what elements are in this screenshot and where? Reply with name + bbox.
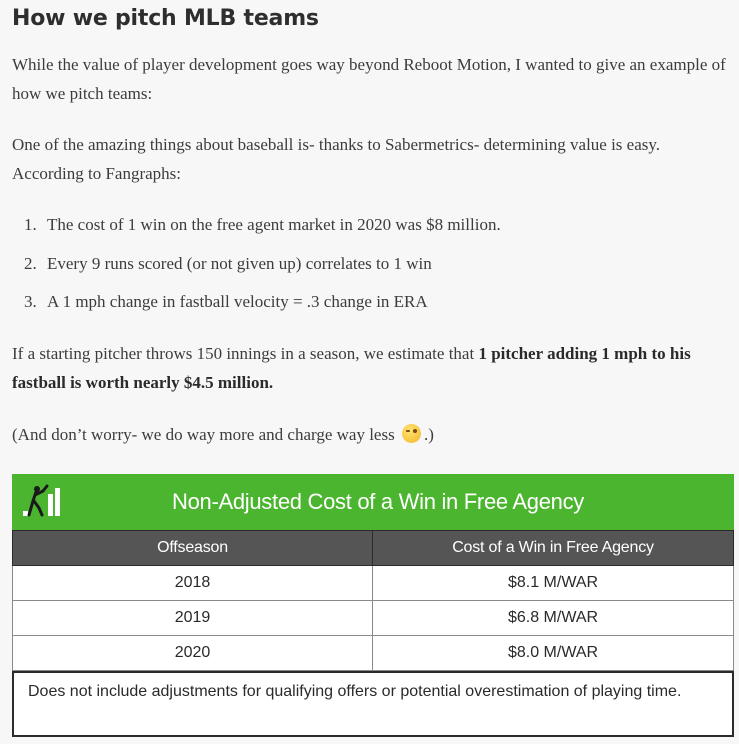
intro-paragraph: While the value of player development goes way beyond Reboot Motion, I wanted to give an example of how we pitch teams: — [12, 55, 726, 103]
facts-list — [24, 210, 724, 326]
column-header-cost: Cost of a Win in Free Agency — [373, 531, 734, 566]
cost-cell: $8.1 M/WAR — [373, 566, 734, 601]
section-heading: How we pitch MLB teams — [12, 6, 319, 31]
offseason-cell: 2018 — [13, 566, 373, 601]
aside-paragraph — [12, 420, 732, 449]
list-number: 3. — [24, 292, 37, 311]
table-banner — [12, 474, 734, 530]
list-number: 1. — [24, 215, 37, 234]
list-item-text: A 1 mph change in fastball velocity = .3 change in ERA — [47, 292, 428, 311]
offseason-cell: 2020 — [13, 636, 373, 671]
list-item — [24, 287, 724, 326]
table-footnote: Does not include adjustments for qualifying offers or potential overestimation of playing time. — [12, 671, 734, 737]
table-title: Non-Adjusted Cost of a Win in Free Agency — [171, 489, 585, 514]
table-row — [13, 566, 734, 601]
list-item — [24, 249, 724, 288]
cost-table — [12, 530, 734, 671]
wink-face-emoji-icon — [402, 424, 421, 443]
table-row — [13, 636, 734, 671]
cost-cell: $6.8 M/WAR — [373, 601, 734, 636]
list-item-text: Every 9 runs scored (or not given up) correlates to 1 win — [47, 253, 432, 273]
aside-closing: .) — [423, 425, 434, 444]
fangraphs-logo-icon — [21, 484, 65, 518]
list-item — [24, 210, 724, 249]
list-number: 2. — [24, 253, 37, 273]
estimate-paragraph — [12, 339, 732, 397]
column-header-offseason: Offseason — [13, 531, 373, 566]
sabermetrics-paragraph: One of the amazing things about baseball is- thanks to Sabermetrics- determining value is easy. According to Fangraphs: — [12, 135, 661, 183]
aside-text: (And don’t worry- we do way more and charge way less — [12, 425, 399, 444]
estimate-lead: If a starting pitcher throws 150 innings in a season, we estimate that — [12, 344, 479, 363]
estimate-highlight: 1 pitcher adding 1 mph to his fastball is worth nearly $4.5 million. — [12, 344, 691, 392]
offseason-cell: 2019 — [13, 601, 373, 636]
list-item-text: The cost of 1 win on the free agent market in 2020 was $8 million. — [47, 215, 501, 234]
cost-of-win-table-image — [12, 474, 734, 737]
cost-cell: $8.0 M/WAR — [373, 636, 734, 671]
table-row — [13, 601, 734, 636]
table-header-row — [13, 531, 734, 566]
